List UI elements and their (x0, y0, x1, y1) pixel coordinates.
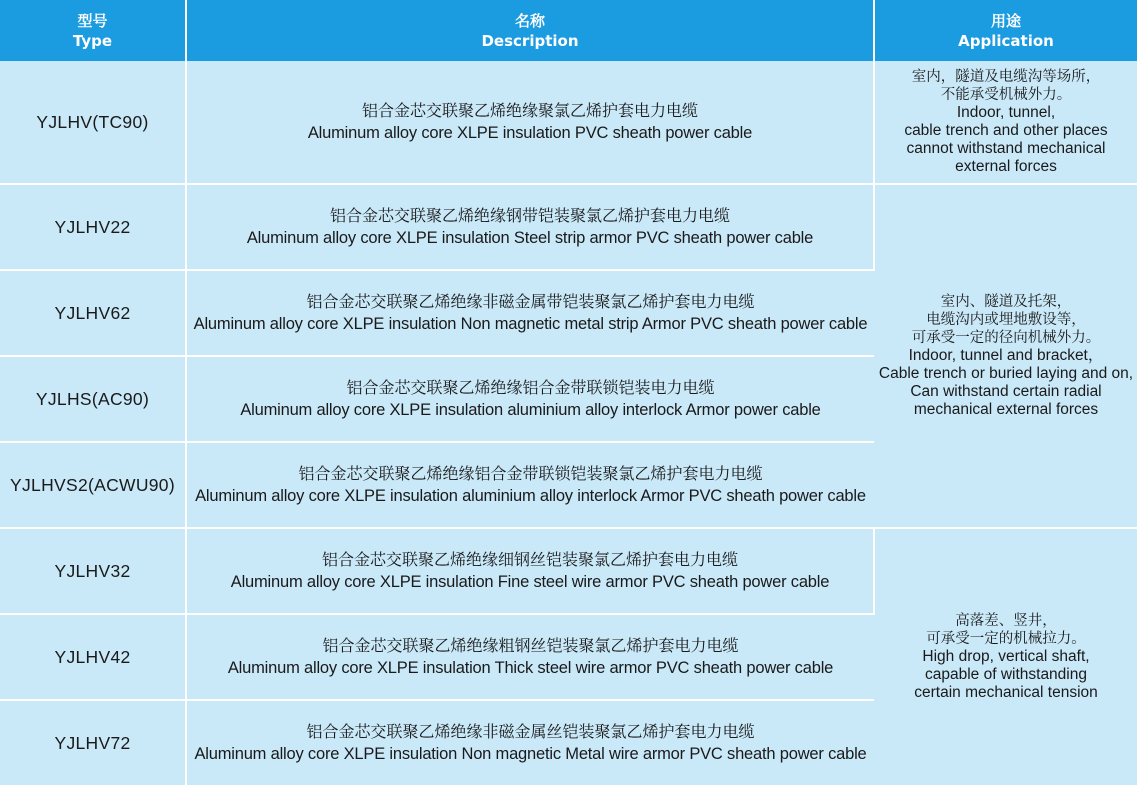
application-line: capable of withstanding (924, 666, 1087, 683)
header-description-zh: 名称 (514, 11, 545, 30)
application-line: Cable trench or buried laying and on, (878, 365, 1134, 382)
description-en: Aluminum alloy core XLPE insulation Fine steel wire armor PVC sheath power cable (230, 573, 830, 591)
application-cell (874, 528, 1137, 786)
description-cell (186, 184, 874, 270)
description-en: Aluminum alloy core XLPE insulation PVC sheath power cable (307, 124, 753, 142)
description-cell (186, 61, 874, 184)
description-en: Aluminum alloy core XLPE insulation aluminium alloy interlock Armor power cable (240, 401, 821, 419)
type-cell: YJLHV(TC90) (0, 61, 186, 184)
application-line: 室内，隧道及电缆沟等场所， (911, 69, 1101, 85)
description-zh: 铝合金芯交联聚乙烯绝缘铝合金带联锁铠装电力电缆 (346, 378, 715, 397)
type-cell: YJLHVS2(ACWU90) (0, 442, 186, 528)
application-line: 可承受一定的机械拉力。 (926, 631, 1086, 647)
header-application-zh: 用途 (990, 11, 1021, 30)
header-row (0, 0, 1137, 61)
type-cell: YJLHV32 (0, 528, 186, 614)
application-line: 可承受一定的径向机械外力。 (911, 330, 1101, 346)
description-cell (186, 614, 874, 700)
table-row (0, 61, 1137, 184)
application-line: 室内、隧道及托架， (940, 294, 1072, 310)
table-row (0, 184, 1137, 270)
header-type (0, 0, 186, 61)
type-cell: YJLHV22 (0, 184, 186, 270)
description-zh: 铝合金芯交联聚乙烯绝缘粗钢丝铠装聚氯乙烯护套电力电缆 (322, 636, 739, 655)
header-type-en: Type (72, 31, 113, 50)
description-cell (186, 442, 874, 528)
application-line: external forces (955, 158, 1057, 175)
description-cell (186, 700, 874, 786)
type-cell: YJLHV42 (0, 614, 186, 700)
type-cell: YJLHS(AC90) (0, 356, 186, 442)
application-cell (874, 184, 1137, 528)
description-cell (186, 528, 874, 614)
description-en: Aluminum alloy core XLPE insulation aluminium alloy interlock Armor PVC sheath power cable (195, 487, 866, 505)
application-line: 电缆沟内或埋地敷设等， (926, 312, 1086, 328)
description-en: Aluminum alloy core XLPE insulation Non magnetic Metal wire armor PVC sheath power cable (194, 745, 867, 763)
description-zh: 铝合金芯交联聚乙烯绝缘细钢丝铠装聚氯乙烯护套电力电缆 (321, 550, 738, 569)
application-line: High drop, vertical shaft, (922, 648, 1090, 665)
application-line: certain mechanical tension (914, 684, 1098, 701)
table-row (0, 528, 1137, 614)
header-description (186, 0, 874, 61)
description-cell (186, 270, 874, 356)
description-en: Aluminum alloy core XLPE insulation Non magnetic metal strip Armor PVC sheath power cable (193, 315, 868, 333)
type-cell: YJLHV72 (0, 700, 186, 786)
type-cell: YJLHV62 (0, 270, 186, 356)
application-line: cannot withstand mechanical (906, 140, 1106, 157)
header-description-en: Description (481, 31, 579, 50)
description-zh: 铝合金芯交联聚乙烯绝缘钢带铠装聚氯乙烯护套电力电缆 (329, 206, 730, 225)
header-application-en: Application (958, 31, 1054, 50)
application-line: 高落差、竖井， (955, 613, 1057, 629)
application-line: cable trench and other places (904, 122, 1108, 139)
description-en: Aluminum alloy core XLPE insulation Thick steel wire armor PVC sheath power cable (227, 659, 834, 677)
application-cell (874, 61, 1137, 184)
application-line: mechanical external forces (913, 401, 1099, 418)
application-line: Indoor, tunnel, (956, 104, 1056, 121)
description-cell (186, 356, 874, 442)
application-line: 不能承受机械外力。 (940, 87, 1072, 103)
application-line: Indoor, tunnel and bracket， (908, 347, 1104, 364)
application-line: Can withstand certain radial (910, 383, 1102, 400)
description-en: Aluminum alloy core XLPE insulation Steel strip armor PVC sheath power cable (246, 229, 814, 247)
description-zh: 铝合金芯交联聚乙烯绝缘聚氯乙烯护套电力电缆 (361, 101, 698, 120)
header-application (874, 0, 1137, 61)
description-zh: 铝合金芯交联聚乙烯绝缘铝合金带联锁铠装聚氯乙烯护套电力电缆 (298, 464, 763, 483)
description-zh: 铝合金芯交联聚乙烯绝缘非磁金属丝铠装聚氯乙烯护套电力电缆 (306, 722, 755, 741)
header-type-zh: 型号 (77, 11, 108, 30)
description-zh: 铝合金芯交联聚乙烯绝缘非磁金属带铠装聚氯乙烯护套电力电缆 (306, 292, 755, 311)
